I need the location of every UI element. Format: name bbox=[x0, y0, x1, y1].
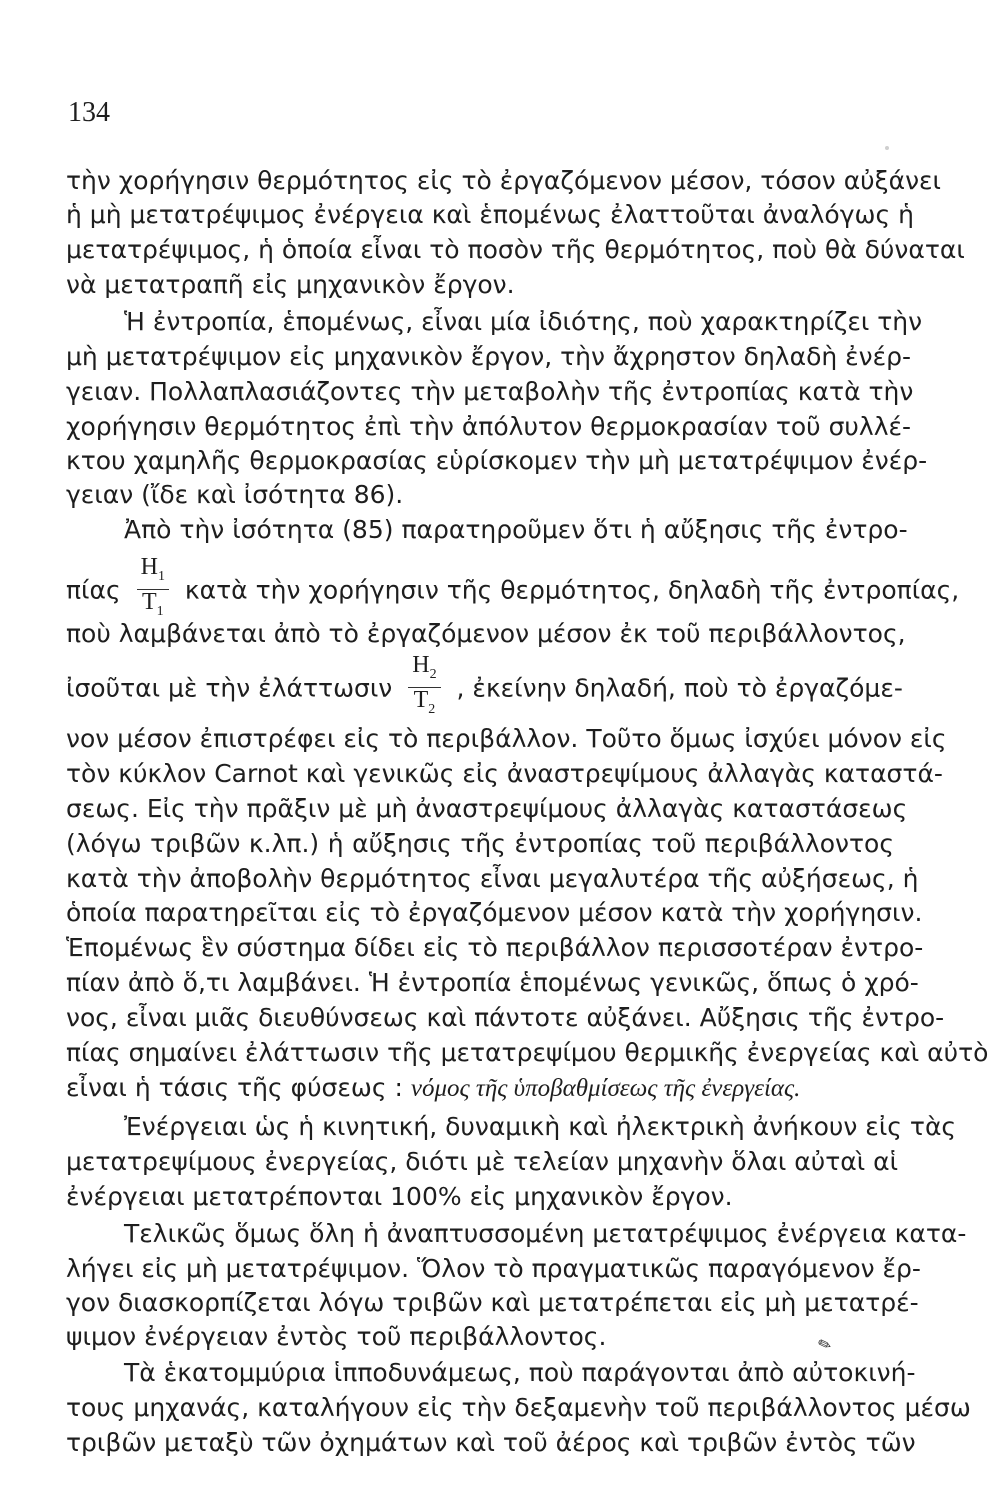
fraction-numerator bbox=[408, 653, 440, 688]
text-line: ἡ μὴ μετατρέψιμος ἐνέργεια καὶ ἑπομένως ἐλαττοῦται ἀναλόγως ἡ bbox=[66, 200, 914, 229]
pen-mark-icon: ✎ bbox=[815, 1333, 835, 1356]
subscript: 1 bbox=[157, 568, 165, 584]
text-line: Ἑπομένως ἓν σύστημα δίδει εἰς τὸ περιβάλλον περισσοτέραν ἐντρο- bbox=[66, 933, 924, 962]
text-line: μετατρέψιμος, ἡ ὁποία εἶναι τὸ ποσὸν τῆς θερμότητος, ποὺ θὰ δύναται bbox=[66, 235, 965, 264]
subscript: 2 bbox=[429, 666, 437, 682]
text-line: τριβῶν μεταξὺ τῶν ὀχημάτων καὶ τοῦ ἀέρος καὶ τριβῶν ἐντὸς τῶν bbox=[66, 1428, 916, 1457]
text-line: νος, εἶναι μιᾶς διευθύνσεως καὶ πάντοτε αὐξάνει. Αὔξησις τῆς ἐντρο- bbox=[66, 1003, 945, 1032]
text-line: χορήγησιν θερμότητος ἐπὶ τὴν ἀπόλυτον θερμοκρασίαν τοῦ συλλέ- bbox=[66, 412, 912, 441]
speck bbox=[885, 146, 889, 150]
text-line: πίαν ἀπὸ ὅ,τι λαμβάνει. Ἡ ἐντροπία ἑπομένως γενικῶς, ὅπως ὁ χρό- bbox=[66, 968, 919, 997]
fraction-numerator bbox=[137, 555, 169, 590]
text-segment: πίας bbox=[66, 575, 121, 605]
fraction-line bbox=[66, 652, 903, 717]
text-line: κτου χαμηλῆς θερμοκρασίας εὑρίσκομεν τὴν μὴ μετατρέψιμον ἐνέρ- bbox=[66, 446, 928, 475]
symbol-t: T bbox=[413, 686, 429, 713]
fraction-h2-t2 bbox=[408, 653, 440, 722]
subscript: 2 bbox=[428, 701, 436, 717]
fraction-denominator bbox=[408, 688, 440, 722]
symbol-h: H bbox=[140, 554, 158, 580]
text-line bbox=[66, 1071, 894, 1105]
fraction-line bbox=[66, 554, 960, 619]
text-line: γειαν. Πολλαπλασιάζοντες τὴν μεταβολὴν τῆς ἐντροπίας κατὰ τὴν bbox=[66, 377, 914, 406]
text-line: Ἡ ἐντροπία, ἑπομένως, εἶναι μία ἰδιότης, ποὺ χαρακτηρίζει τὴν bbox=[124, 307, 923, 336]
text-line: νὰ μετατραπῆ εἰς μηχανικὸν ἔργον. bbox=[66, 270, 515, 299]
text-line: πίας σημαίνει ἐλάττωσιν τῆς μετατρεψίμου θερμικῆς ἐνεργείας καὶ αὐτὸ bbox=[66, 1038, 988, 1067]
text-line: Ἐνέργειαι ὡς ἡ κινητική, δυναμικὴ καὶ ἠλεκτρικὴ ἀνήκουν εἰς τὰς bbox=[124, 1112, 957, 1141]
fraction-h1-t1 bbox=[137, 555, 169, 624]
text-segment: , ἐκείνην δηλαδή, ποὺ τὸ ἐργαζόμε- bbox=[456, 673, 903, 703]
text-line: ἐνέργειαι μετατρέπονται 100% εἰς μηχανικὸν ἔργον. bbox=[66, 1182, 733, 1211]
text-line: ὁποία παρατηρεῖται εἰς τὸ ἐργαζόμενον μέσον κατὰ τὴν χορήγησιν. bbox=[66, 898, 923, 927]
text-line: νον μέσον ἐπιστρέφει εἰς τὸ περιβάλλον. Τοῦτο ὅμως ἰσχύει μόνον εἰς bbox=[66, 724, 947, 753]
text-line: (λόγω τριβῶν κ.λπ.) ἡ αὔξησις τῆς ἐντροπίας τοῦ περιβάλλοντος bbox=[66, 829, 894, 858]
text-line: τὸν κύκλον Carnot καὶ γενικῶς εἰς ἀναστρεψίμους ἀλλαγὰς καταστά- bbox=[66, 759, 943, 788]
text-line: γον διασκορπίζεται λόγω τριβῶν καὶ μετατρέπεται εἰς μὴ μετατρέ- bbox=[66, 1288, 919, 1317]
text-line: τὴν χορήγησιν θερμότητος εἰς τὸ ἐργαζόμενον μέσον, τόσον αὐξάνει bbox=[66, 166, 941, 195]
text-segment: κατὰ τὴν χορήγησιν τῆς θερμότητος, δηλαδὴ τῆς ἐντροπίας, bbox=[184, 575, 960, 605]
text-line: κατὰ τὴν ἀποβολὴν θερμότητος εἶναι μεγαλυτέρα τῆς αὐξήσεως, ἡ bbox=[66, 864, 919, 893]
text-line: σεως. Εἰς τὴν πρᾶξιν μὲ μὴ ἀναστρεψίμους ἀλλαγὰς καταστάσεως bbox=[66, 794, 908, 823]
text-line: μὴ μετατρέψιμον εἰς μηχανικὸν ἔργον, τὴν ἄχρηστον δηλαδὴ ἐνέρ- bbox=[66, 342, 912, 371]
text-line: ψιμον ἐνέργειαν ἐντὸς τοῦ περιβάλλοντος. bbox=[66, 1322, 607, 1351]
text-line: τους μηχανάς, καταλήγουν εἰς τὴν δεξαμενὴν τοῦ περιβάλλοντος μέσω bbox=[66, 1393, 971, 1422]
italic-law-phrase: νόμος τῆς ὑποβαθμίσεως τῆς ἐνεργείας. bbox=[410, 1075, 801, 1102]
text-segment: ἰσοῦται μὲ τὴν ἐλάττωσιν bbox=[66, 673, 393, 703]
text-line: Ἀπὸ τὴν ἰσότητα (85) παρατηροῦμεν ὅτι ἡ αὔξησις τῆς ἐντρο- bbox=[124, 515, 908, 544]
text-line: Τὰ ἑκατομμύρια ἱπποδυνάμεως, ποὺ παράγονται ἀπὸ αὐτοκινή- bbox=[124, 1358, 916, 1387]
text-segment: εἶναι ἡ τάσις τῆς φύσεως : bbox=[66, 1073, 403, 1102]
text-line: Τελικῶς ὅμως ὅλη ἡ ἀναπτυσσομένη μετατρέψιμος ἐνέργεια κατα- bbox=[124, 1219, 967, 1248]
page-number: 134 bbox=[68, 97, 110, 128]
text-line: γειαν (ἴδε καὶ ἰσότητα 86). bbox=[66, 480, 404, 509]
symbol-t: T bbox=[141, 588, 157, 615]
text-line: λήγει εἰς μὴ μετατρέψιμον. Ὅλον τὸ πραγματικῶς παραγόμενον ἔρ- bbox=[66, 1254, 921, 1283]
text-line: ποὺ λαμβάνεται ἀπὸ τὸ ἐργαζόμενον μέσον ἐκ τοῦ περιβάλλοντος, bbox=[66, 619, 906, 648]
symbol-h: H bbox=[412, 652, 430, 678]
text-line: μετατρεψίμους ἐνεργείας, διότι μὲ τελείαν μηχανὴν ὅλαι αὐταὶ αἱ bbox=[66, 1147, 899, 1176]
subscript: 1 bbox=[156, 603, 164, 619]
